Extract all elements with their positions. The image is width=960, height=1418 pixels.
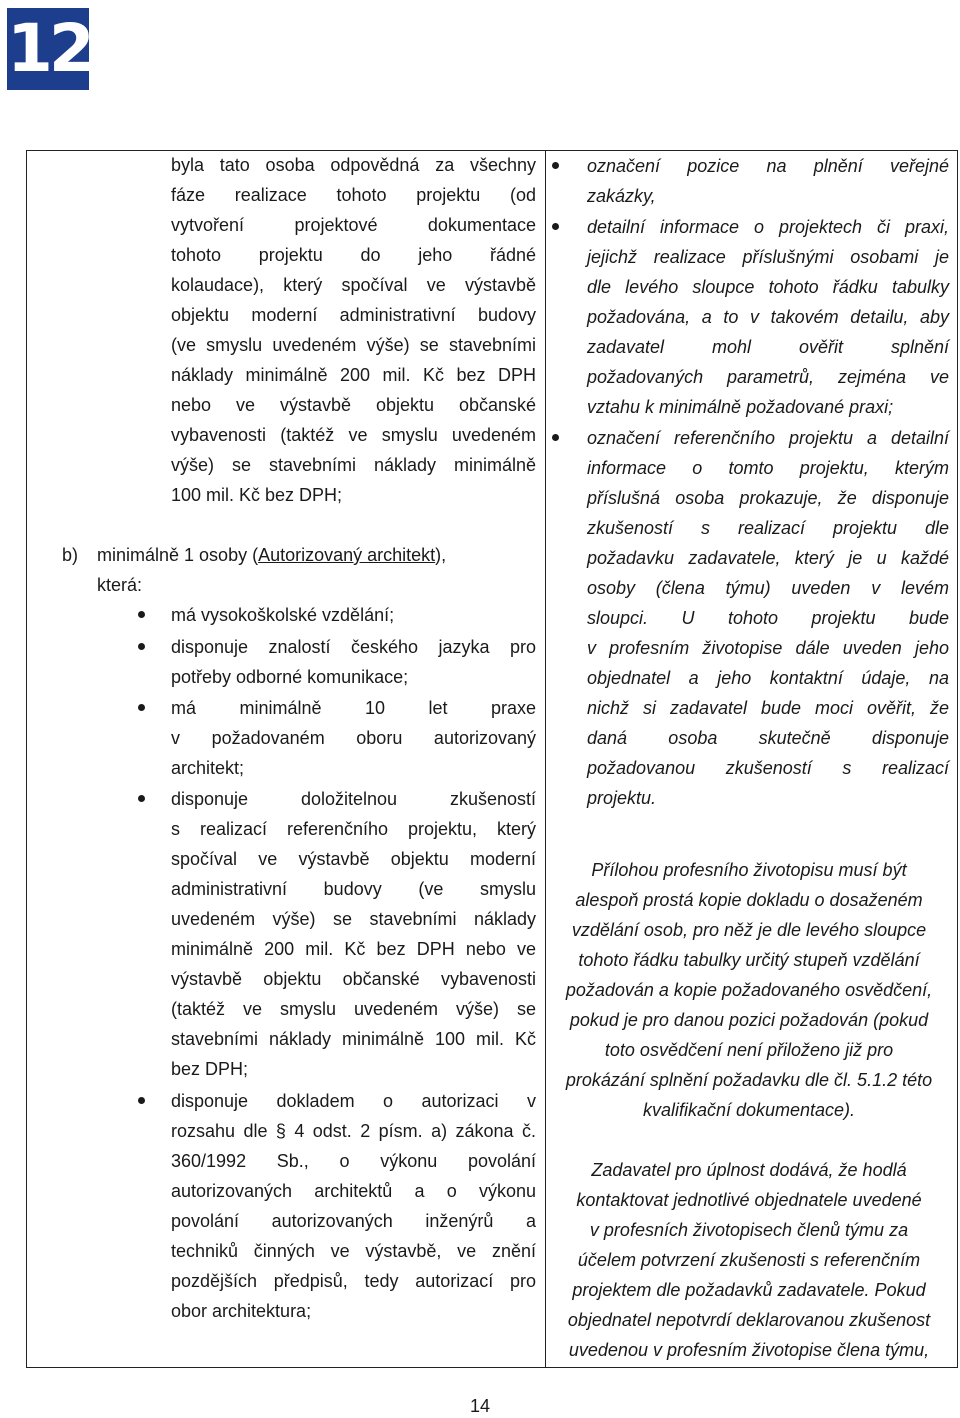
bullet-line: v požadovaném oboru autorizovaný <box>171 728 536 748</box>
logo-number: 12 <box>7 10 91 87</box>
attachment-note-line: prokázání splnění požadavku dle čl. 5.1.2 této <box>565 1070 933 1090</box>
item-b-line2: která: <box>97 575 143 595</box>
intro-line: (ve smyslu uvedeném výše) se stavebními <box>171 335 536 355</box>
bullet-line: spočíval ve výstavbě objektu moderní <box>171 849 536 869</box>
intro-line: byla tato osoba odpovědná za všechny <box>171 155 536 175</box>
right-bullet-line: zkušeností s realizací projektu dle <box>587 518 949 538</box>
bullet-dot <box>552 162 559 169</box>
right-bullet-line: požadavku zadavatele, který je u každé <box>587 548 949 568</box>
bullet-dot <box>138 611 145 618</box>
intro-line: tohoto projektu do jeho řádné <box>171 245 536 265</box>
intro-line: nebo ve výstavbě objektu občanské <box>171 395 536 415</box>
bullet-line: výstavbě objektu občanské vybavenosti <box>171 969 536 989</box>
right-bullet-line: objednatel a jeho kontaktní údaje, na <box>587 668 949 688</box>
bullet-line: s realizací referenčního projektu, který <box>171 819 536 839</box>
attachment-note-line: alespoň prostá kopie dokladu o dosaženém <box>575 890 923 910</box>
intro-line: výše) se stavebními náklady minimálně <box>171 455 536 475</box>
item-b-line1 <box>97 540 536 570</box>
bullet-line: povolání autorizovaných inženýrů a <box>171 1211 536 1231</box>
bullet-line: (taktéž ve smyslu uvedeném výše) se <box>171 999 536 1019</box>
right-bullet-line: informace o tomto projektu, kterým <box>587 458 949 478</box>
intro-line: vybavenosti (taktéž ve smyslu uvedeném <box>171 425 536 445</box>
bullet-dot <box>138 795 145 802</box>
role-underlined: Autorizovaný architekt <box>258 545 436 565</box>
bullet-line: disponuje doložitelnou zkušeností <box>171 789 536 809</box>
item-b-prefix: minimálně 1 osoby (Autorizovaný architekt), <box>97 545 447 565</box>
attachment-note-line: kvalifikační dokumentace). <box>642 1100 856 1120</box>
intro-line: objektu moderní administrativní budovy <box>171 305 536 325</box>
right-bullet-line: příslušná osoba prokazuje, že disponuje <box>587 488 949 508</box>
bullet-line: obor architektura; <box>171 1301 312 1321</box>
bullet-dot <box>138 643 145 650</box>
right-bullet-line: sloupci. U tohoto projektu bude <box>587 608 949 628</box>
bullet-line: pozdějších předpisů, tedy autorizací pro <box>171 1271 536 1291</box>
bullet-line: minimálně 200 mil. Kč bez DPH nebo ve <box>171 939 536 959</box>
bullet-line: administrativní budovy (ve smyslu <box>171 879 536 899</box>
right-bullet-line: zakázky, <box>587 186 656 206</box>
right-bullet-line: označení referenčního projektu a detailní <box>587 428 949 448</box>
intro-line: fáze realizace tohoto projektu (od <box>171 185 536 205</box>
bullet-line: disponuje dokladem o autorizaci v <box>171 1091 536 1111</box>
right-bullet-line: detailní informace o projektech či praxi, <box>587 217 949 237</box>
contact-note-line: Zadavatel pro úplnost dodává, že hodlá <box>591 1160 907 1180</box>
bullet-line: rozsahu dle § 4 odst. 2 písm. a) zákona č. <box>171 1121 536 1141</box>
right-bullet-line: projektu. <box>587 788 657 808</box>
intro-line: náklady minimálně 200 mil. Kč bez DPH <box>171 365 536 385</box>
attachment-note-line: požadován a kopie požadovaného osvědčení, <box>565 980 933 1000</box>
attachment-note-line: pokud je pro danou pozici požadován (pokud <box>569 1010 929 1030</box>
bullet-line: bez DPH; <box>171 1059 249 1079</box>
bullet-line: 360/1992 Sb., o výkonu povolání <box>171 1151 536 1171</box>
contact-note-line: v profesních životopisech členů týmu za <box>589 1220 909 1240</box>
right-bullet-line: nichž si zadavatel bude moci ověřit, že <box>587 698 949 718</box>
right-bullet-line: jejichž realizace příslušnými osobami je <box>587 247 949 267</box>
intro-line: vytvoření projektové dokumentace <box>171 215 536 235</box>
page-number: 14 <box>469 1396 491 1416</box>
right-bullet-line: označení pozice na plnění veřejné <box>587 156 949 176</box>
right-bullet-line: daná osoba skutečně disponuje <box>587 728 949 748</box>
bullet-line: disponuje znalostí českého jazyka pro <box>171 637 536 657</box>
column-divider <box>545 150 546 1368</box>
bullet-line: stavebními náklady minimálně 100 mil. Kč <box>171 1029 536 1049</box>
contact-note-line: projektem dle požadavků zadavatele. Pokud <box>572 1280 926 1300</box>
bullet-dot <box>138 704 145 711</box>
attachment-note-line: tohoto řádku tabulky určitý stupeň vzdělání <box>578 950 920 970</box>
bullet-dot <box>138 1097 145 1104</box>
contact-note-line: účelem potvrzení zkušenosti s referenčním <box>577 1250 921 1270</box>
bullet-line: má vysokoškolské vzdělání; <box>171 605 395 625</box>
intro-line: kolaudace), který spočíval ve výstavbě <box>171 275 536 295</box>
right-bullet-line: požadována, a to v takovém detailu, aby <box>587 307 949 327</box>
right-bullet-line: požadovaných parametrů, zejména ve <box>587 367 949 387</box>
bullet-line: autorizovaných architektů a o výkonu <box>171 1181 536 1201</box>
attachment-note-line: Přílohou profesního životopisu musí být <box>591 860 907 880</box>
bullet-line: potřeby odborné komunikace; <box>171 667 409 687</box>
right-bullet-line: požadovanou zkušeností s realizací <box>587 758 949 778</box>
logo <box>7 8 89 90</box>
contact-note-line: objednatel nepotvrdí deklarovanou zkušenost <box>567 1310 931 1330</box>
bullet-dot <box>552 434 559 441</box>
bullet-line: techniků činných ve výstavbě, ve znění <box>171 1241 536 1261</box>
right-bullet-line: osoby (člena týmu) uveden v levém <box>587 578 949 598</box>
bullet-dot <box>552 223 559 230</box>
contact-note-line: uvedenou v profesním životopise člena týmu, <box>568 1340 930 1360</box>
right-bullet-line: vztahu k minimálně požadované praxi; <box>587 397 894 417</box>
bullet-line: architekt; <box>171 758 245 778</box>
right-bullet-line: v profesním životopise dále uveden jeho <box>587 638 949 658</box>
right-bullet-line: dle levého sloupce tohoto řádku tabulky <box>587 277 949 297</box>
bullet-line: uvedeném výše) se stavebními náklady <box>171 909 536 929</box>
bullet-line: má minimálně 10 let praxe <box>171 698 536 718</box>
right-bullet-line: zadavatel mohl ověřit splnění <box>587 337 949 357</box>
contact-note-line: kontaktovat jednotlivé objednatele uvedené <box>576 1190 922 1210</box>
attachment-note-line: toto osvědčení není přiloženo již pro <box>604 1040 894 1060</box>
item-b-marker: b) <box>62 545 79 565</box>
attachment-note-line: vzdělání osob, pro něž je dle levého sloupce <box>571 920 927 940</box>
intro-line: 100 mil. Kč bez DPH; <box>171 485 343 505</box>
